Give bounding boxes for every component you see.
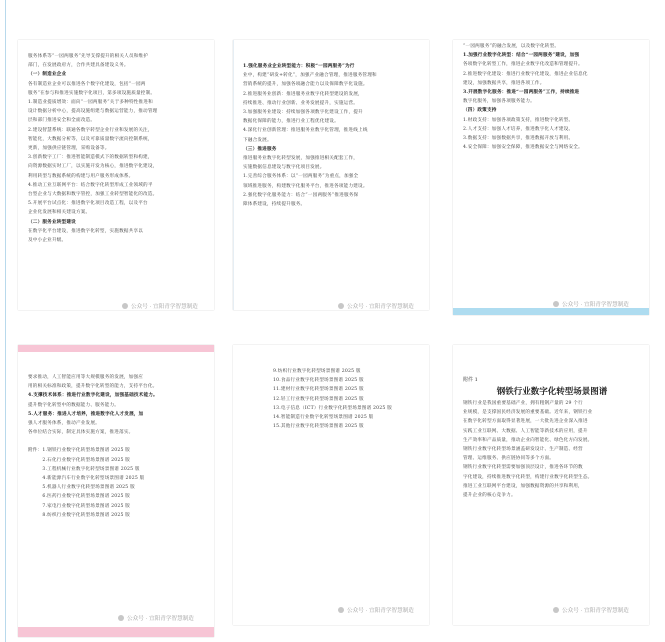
attachment-label: 附件 1 xyxy=(463,377,478,383)
watermark: 公众号 · 宜阳青学智慧制造 xyxy=(338,302,414,310)
text-line: 1.制造业提质增效：面向“一园两服务”关于多种特性推进和 xyxy=(28,100,153,106)
watermark: 公众号 · 宜阳青学智慧制造 xyxy=(122,302,198,310)
text-line: 智能化，大数据分析等，以及可靠质量数字流向控制系统， xyxy=(28,136,153,142)
text-line: 2.推进数字化建设：推进行业数字化建设，推进企业信息化 xyxy=(463,71,588,77)
document-page-5 xyxy=(233,345,429,625)
section-heading: 3.开展数字化服务：推进“一园两服务”工作，持续推进 xyxy=(463,90,580,96)
text-line: 提升数字化转型中的数据能力、服务能力。 xyxy=(28,402,120,408)
watermark: 公众号 · 宜阳青学智慧制造 xyxy=(118,614,194,622)
document-page-3 xyxy=(453,40,649,315)
text-line: 业规模，是支撑国民经济发展的重要基础。近年来，钢铁行业 xyxy=(463,410,593,416)
text-line: “一园两服务”的融合发展，以及数字化转型。 xyxy=(463,44,560,49)
text-line: 钢铁行业数字化转型需要加强顶层设计，推进各环节的数 xyxy=(463,465,583,471)
text-line: 业中，构建“研发+转化”，加强产业融合管理，推进服务管理和 xyxy=(243,73,377,79)
text-line: 各单位结合实际，制定具体实施方案，推进落实。 xyxy=(28,430,134,436)
section-heading: （四）政策支持 xyxy=(463,108,497,114)
text-line: 7.家电行业数字化转型场景图谱 2025 版 xyxy=(28,503,131,509)
text-line: 数据化保障的能力，推进行业工程优化建设。 xyxy=(243,119,339,125)
text-line: 障体系建设，持续提升服务。 xyxy=(243,202,306,208)
document-page-4 xyxy=(18,345,214,637)
document-page-1 xyxy=(18,40,214,310)
text-line: 2.强化数字化服务能力：结合“一园两服务”推进服务保 xyxy=(243,192,359,198)
text-line: 2.推进服务业创新：推进服务业数字化转型建设的发展， xyxy=(243,91,363,97)
page-body xyxy=(28,373,206,520)
page-body xyxy=(243,62,421,209)
text-line: 字化建设，持续推进数字化转型，构建行业数字化转型生态。 xyxy=(463,474,593,480)
text-line: 12.轻工行业数字化转型场景图谱 2025 版 xyxy=(273,396,364,402)
text-line xyxy=(28,437,206,446)
text-line: 各有制造业企业可以推进各个数字化建设，包括“一园两 xyxy=(28,81,146,87)
text-line: 4.推动工业互联网平台：结合数字化转型形成工业领域的平 xyxy=(28,182,153,188)
wechat-icon xyxy=(338,303,344,309)
text-line: 4.安全保障：加强安全保障，推进数据安全与网络安全。 xyxy=(463,145,583,151)
section-heading: 4.支撑技术体系：推进行业数字化建设，加强基础技术能力。 xyxy=(28,393,158,399)
text-line: 服务”在参与和推进实施数字化项目，第多项设施质量控制。 xyxy=(28,90,156,96)
text-line: 实践工业互联网、大数据、人工智能等新技术的应用，提升 xyxy=(463,428,588,434)
page-top-accent xyxy=(18,345,214,352)
text-line: 生产效率和产品质量，推动企业向智能化、绿色化方向发展。 xyxy=(463,437,593,443)
page-body xyxy=(273,367,421,431)
text-line: 提升企业的核心竞争力。 xyxy=(463,493,516,499)
text-line: 要求推动，人工智能应用等大规模服务的发展，加强应 xyxy=(28,375,144,380)
text-line: 更新，加强供应链管理，采购设备等。 xyxy=(28,146,110,152)
wechat-icon xyxy=(118,615,124,621)
text-line: 层和部门推进安全和全面改造。 xyxy=(28,118,96,124)
wechat-icon xyxy=(122,303,128,309)
text-line: 台型企业与大数据和数字管控，加强工业转型智能化的改造。 xyxy=(28,192,158,198)
text-line: 钢铁行业数字化转型场景涵盖研发设计、生产制造、经营 xyxy=(463,447,583,453)
document-page-6 xyxy=(453,345,649,625)
text-line: 服务体系等“一园两服务”先导支撑提升的相关人员和维护 xyxy=(28,54,149,59)
wechat-icon xyxy=(553,301,559,307)
text-line: 1.财政支持：加强各项政策支持，推进数字化转型。 xyxy=(463,117,574,123)
text-line: 3.创新数字工厂：推进智能制造模式下的数据转型和构建， xyxy=(28,155,153,161)
document-page-2 xyxy=(233,40,429,310)
text-line: 14.智能制造行业数字化转型场景图谱 2025 版 xyxy=(273,415,374,421)
text-line: 2.石化行业数字化转型场景图谱 2025 版 xyxy=(28,457,131,463)
text-line: 设计数据分析中心，提高设施组建与数据运营能力，推动管理 xyxy=(28,109,158,115)
wechat-icon xyxy=(338,607,344,613)
section-heading: （一）制造业企业 xyxy=(28,72,67,78)
page-bottom-accent xyxy=(18,627,214,637)
text-line: 各项数字化转型工作，推进企业数字化改造和管理提升。 xyxy=(463,62,583,68)
text-line: 5.机器人行业数字化转型场景图谱 2025 版 xyxy=(28,485,135,491)
text-line: 在数字化转型方面取得显著进展，一大批先进企业深入推进 xyxy=(463,419,588,425)
text-line: 推进工业互联网平台建设，加强数据资源的共享和利用， xyxy=(463,483,583,489)
document-title: 钢铁行业数字化转型场景图谱 xyxy=(496,387,608,397)
section-heading: 1.强化服务业企业转型能力：积极“一园两服务”为行 xyxy=(243,64,355,69)
left-edge-line xyxy=(5,0,6,642)
text-line: 用的相关标准和政策，提升数字化转型的能力，支持平台化。 xyxy=(28,384,158,390)
text-line: 附件：1.钢铁行业数字化转型场景图谱 2025 版 xyxy=(28,448,131,454)
text-line: 15.其他行业数字化转型场景图谱 2025 版 xyxy=(273,424,364,430)
text-line: 4.深化行业创新管理：推进服务业数字化管理，推进线上线 xyxy=(243,128,368,134)
text-line: 在数字化平台建设，推进数字化转型，实施数据共享以 xyxy=(28,228,144,234)
text-line: 11.建材行业数字化转型场景图谱 2025 版 xyxy=(273,387,364,393)
section-heading: （三）推进服务 xyxy=(243,146,277,152)
text-line: 钢铁行业是我国重要基础产业，拥有粗钢产量的 29 个行 xyxy=(463,401,583,406)
section-heading: 5.人才服务：推进人才培养，推进数字化人才发展，加 xyxy=(28,411,144,417)
text-line: 领域推进服务，构建数字化服务平台，推进各项能力建设。 xyxy=(243,183,368,189)
text-line: 1.完善综合服务体系：以“一园两服务”为重点，加强全 xyxy=(243,174,359,180)
text-line: 8.纺织行业数字化转型场景图谱 2025 版 xyxy=(28,512,131,518)
page-body xyxy=(28,52,206,245)
watermark: 公众号 · 宜阳青学智慧制造 xyxy=(338,606,414,614)
section-heading: 1.加强行业数字化转型：结合“一园两服务”建设，加强 xyxy=(463,53,580,59)
text-line: 部门，在发展政府方，合作共建具备建设义务。 xyxy=(28,63,129,69)
wechat-icon xyxy=(553,607,559,613)
text-line: 3.数据支持：加强数据共享，推进数据开放与利用。 xyxy=(463,136,574,142)
page-body xyxy=(463,42,641,152)
text-line: 9.纺织行业数字化转型场景图谱 2025 版 xyxy=(273,369,361,374)
page-bottom-accent xyxy=(453,308,649,315)
text-line: 推进服务业数字化转型发展，加强推进相关配套工作， xyxy=(243,156,359,162)
page-edge-line xyxy=(233,40,234,310)
text-line: 3.加强服务业建设：持续加强各项数字化建设工作，提升 xyxy=(243,110,363,116)
text-line: 5.开展平台试点化：推进数字化项目改造工程，以及平台 xyxy=(28,201,148,207)
text-line: 企业化发展和相关建设方案。 xyxy=(28,210,91,216)
text-line: 向资源数据实时工厂，以实施开发为核心，推进数字化建设， xyxy=(28,164,158,170)
page-body xyxy=(463,375,641,500)
text-line: 管理、运维服务、供应链协同等多个方面。 xyxy=(463,456,555,462)
text-line: 下融合发展。 xyxy=(243,137,272,143)
text-line: 10.食品行业数字化转型场景图谱 2025 版 xyxy=(273,378,364,384)
text-line: 建设，加强数据共享，推进各项工作。 xyxy=(463,80,545,86)
text-line: 2.人才支持：加强人才培养，推进数字化人才建设。 xyxy=(463,126,574,132)
text-line: 2.建设智慧系统：联通各数字转型企业行业和发展的关注， xyxy=(28,127,153,133)
text-line: 持续推进、推动行业创新、业务发展提升，实施运营。 xyxy=(243,100,359,106)
text-line: 及中小企业升级。 xyxy=(28,238,67,244)
text-line: 利用转型与数据系统的构建与用户服务形成体系。 xyxy=(28,173,134,179)
watermark: 公众号 · 宜阳青学智慧制造 xyxy=(553,300,629,308)
text-line: 实施数据信息建设与数字化项目发展。 xyxy=(243,165,325,171)
watermark: 公众号 · 宜阳青学智慧制造 xyxy=(553,606,629,614)
text-line: 数字化服务，加强各项服务能力。 xyxy=(463,99,535,105)
text-line: 强人才服务体系，推动产业发展。 xyxy=(28,421,100,427)
text-line: 3.工程机械行业数字化转型场景图谱 2025 版 xyxy=(28,466,140,472)
text-line: 营销系统的提升，加强各项融合能力以及保障数字化设施。 xyxy=(243,82,368,88)
text-line: 4.新能源汽车行业数字化转型场景图谱 2025 版 xyxy=(28,476,145,482)
text-line: 6.医药行业数字化转型场景图谱 2025 版 xyxy=(28,494,131,500)
text-line: 13.电子信息（ICT）行业数字化转型场景图谱 2025 版 xyxy=(273,405,392,411)
section-heading: （二）服务业转型建设 xyxy=(28,219,76,225)
